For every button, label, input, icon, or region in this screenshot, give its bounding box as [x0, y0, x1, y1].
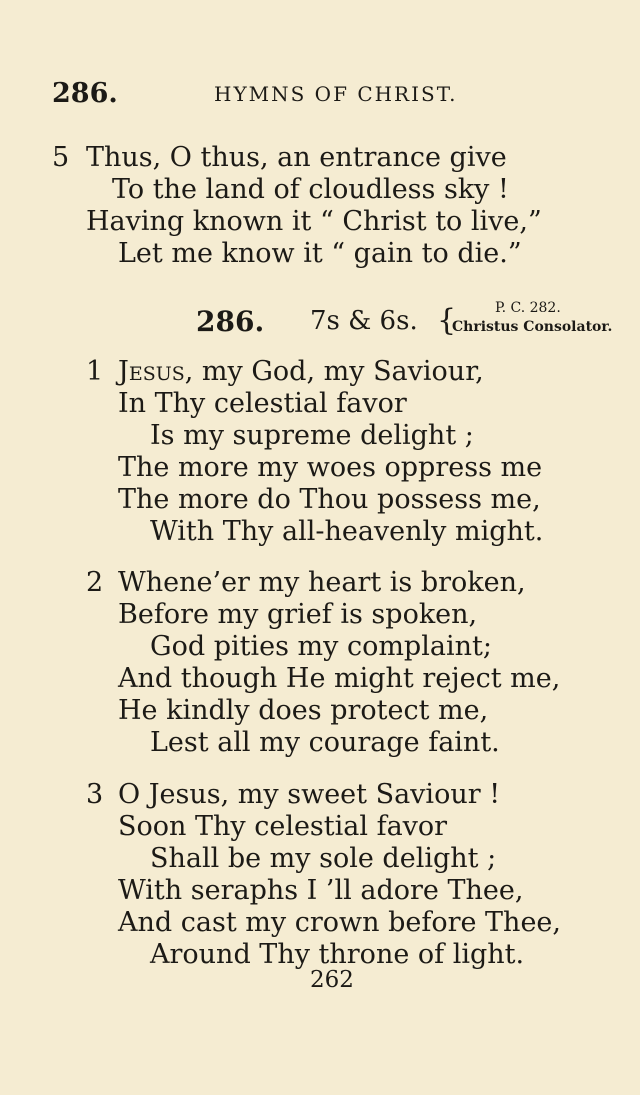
verse-line: Shall be my sole delight ;	[150, 843, 497, 874]
verse-first-line-rest: , my God, my Saviour,	[184, 356, 484, 387]
verse-line: Before my grief is spoken,	[118, 599, 478, 630]
verse-line: Is my supreme delight ;	[150, 420, 474, 451]
prev-verse-line: Let me know it “ gain to die.”	[118, 238, 522, 269]
verse-number: 2	[86, 567, 104, 598]
verse-first-line	[118, 356, 484, 388]
verse-line: And though He might reject me,	[118, 663, 561, 694]
footer-page-number: 262	[310, 967, 354, 993]
verse-line: O Jesus, my sweet Saviour !	[118, 779, 501, 810]
verse-number: 1	[86, 356, 104, 387]
header-page-number: 286.	[52, 78, 118, 109]
hymn-number: 286.	[196, 305, 265, 338]
verse-line: With Thy all-heavenly might.	[150, 516, 544, 547]
tune-reference: P. C. 282.	[495, 300, 561, 316]
verse-line: Whene’er my heart is broken,	[118, 567, 526, 598]
tune-name: Christus Consolator.	[452, 319, 613, 335]
verse-line: In Thy celestial favor	[118, 388, 407, 419]
verse-line: Around Thy throne of light.	[150, 939, 525, 970]
prev-verse-line: Having known it “ Christ to live,”	[86, 206, 542, 237]
verse-line: And cast my crown before Thee,	[118, 907, 561, 938]
verse-line: The more do Thou possess me,	[118, 484, 541, 515]
verse-first-word: Jesus	[118, 356, 185, 387]
verse-line: The more my woes oppress me	[118, 452, 543, 483]
verse-number: 3	[86, 779, 104, 810]
verse-line: God pities my complaint;	[150, 631, 492, 662]
verse-line: He kindly does protect me,	[118, 695, 489, 726]
hymn-meter: 7s & 6s.	[310, 306, 418, 336]
prev-verse-line: Thus, O thus, an entrance give	[86, 142, 507, 173]
prev-verse-line: To the land of cloudless sky !	[112, 174, 509, 205]
verse-line: With seraphs I ’ll adore Thee,	[118, 875, 524, 906]
prev-verse-number: 5	[52, 142, 70, 173]
running-title: HYMNS OF CHRIST.	[214, 82, 458, 106]
reference-brace: {	[437, 303, 457, 338]
verse-line: Lest all my courage faint.	[150, 727, 500, 758]
verse-line: Soon Thy celestial favor	[118, 811, 448, 842]
